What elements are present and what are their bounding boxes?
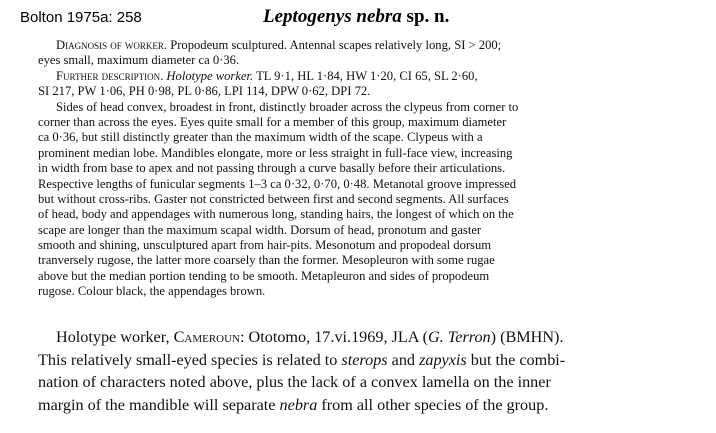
remarks-line: nation of characters noted above, plus the lack of a convex lamella on the inner (38, 373, 551, 392)
diagnosis-heading: Diagnosis of worker. (56, 38, 168, 52)
holotype-label: Holotype worker. (166, 68, 254, 83)
description-line: but without cross-ribs. Gaster not constricted between first and second segments. All surfaces (38, 191, 509, 206)
species-title (263, 6, 449, 28)
species-ref-nebra: nebra (279, 395, 318, 414)
description-line: ca 0·36, but still distinctly greater than the maximum width of the scape. Clypeus with a (38, 130, 483, 145)
description-block (38, 38, 710, 330)
description-line: in width from base to apex and not passing through a curve basally before their articulations. (38, 161, 506, 176)
description-line: smooth and shining, unsculptured apart from hair-pits. Mesonotum and propodeal dorsum (38, 238, 492, 253)
remarks-line: margin of the mandible will separate nebra from all other species of the group. (38, 395, 549, 414)
description-line: tranversely rugose, the latter more coarsely than the former. Mesopleuron with some rugae (38, 253, 495, 268)
description-line: above but the median portion tending to be smooth. Metapleuron and sides of propodeum (38, 268, 490, 283)
description-line: prominent median lobe. Mandibles elongate, more or less straight in full-face view, increasing (38, 145, 513, 160)
species-ref-sterops: sterops (341, 350, 388, 369)
description-line: Sides of head convex, broadest in front, distinctly broader across the clypeus from corner to (56, 99, 519, 114)
further-description-line (38, 69, 710, 84)
citation-label: Bolton 1975a: 258 (20, 9, 142, 26)
collector-name: G. Terron (427, 328, 491, 346)
description-line: scape are longer than the maximum scapal width. Dorsum of head, pronotum and gaster (38, 222, 482, 237)
species-status: sp. n. (401, 6, 450, 27)
description-line: corner than across the eyes. Eyes quite small for a member of this group, maximum diameter (38, 114, 507, 129)
species-name: Leptogenys nebra (263, 6, 402, 27)
further-description-heading: Further description. (56, 68, 164, 83)
country-name: Cameroun (173, 328, 241, 346)
remarks-line: This relatively small-eyed species is related to sterops and zapyxis but the combi- (38, 350, 566, 369)
page-header (20, 6, 700, 32)
description-line (38, 300, 710, 315)
description-line: rugose. Colour black, the appendages brown. (38, 284, 266, 299)
diagnosis-line: eyes small, maximum diameter ca 0·36. (38, 53, 240, 68)
description-line: SI 217, PW 1·06, PH 0·98, PL 0·86, LPI 114, DPW 0·62, DPI 72. (38, 84, 371, 99)
diagnosis-text: Propodeum sculptured. Antennal scapes relatively long, SI > 200; (167, 38, 502, 52)
measurements-text: TL 9·1, HL 1·84, HW 1·20, CI 65, SL 2·60, (253, 68, 478, 83)
holotype-remarks-block (38, 326, 710, 416)
description-line: Respective lengths of funicular segments 1–3 ca 0·32, 0·70, 0·48. Metanotal groove impressed (38, 176, 517, 191)
diagnosis-line (38, 38, 710, 53)
species-ref-zapyxis: zapyxis (419, 350, 467, 369)
holotype-line: Holotype worker, Cameroun: Ototomo, 17.vi.1969, JLA (G. Terron) (BMHN). (56, 328, 564, 346)
description-line: of head, body and appendages with numerous long, standing hairs, the longest of which on the (38, 207, 514, 222)
